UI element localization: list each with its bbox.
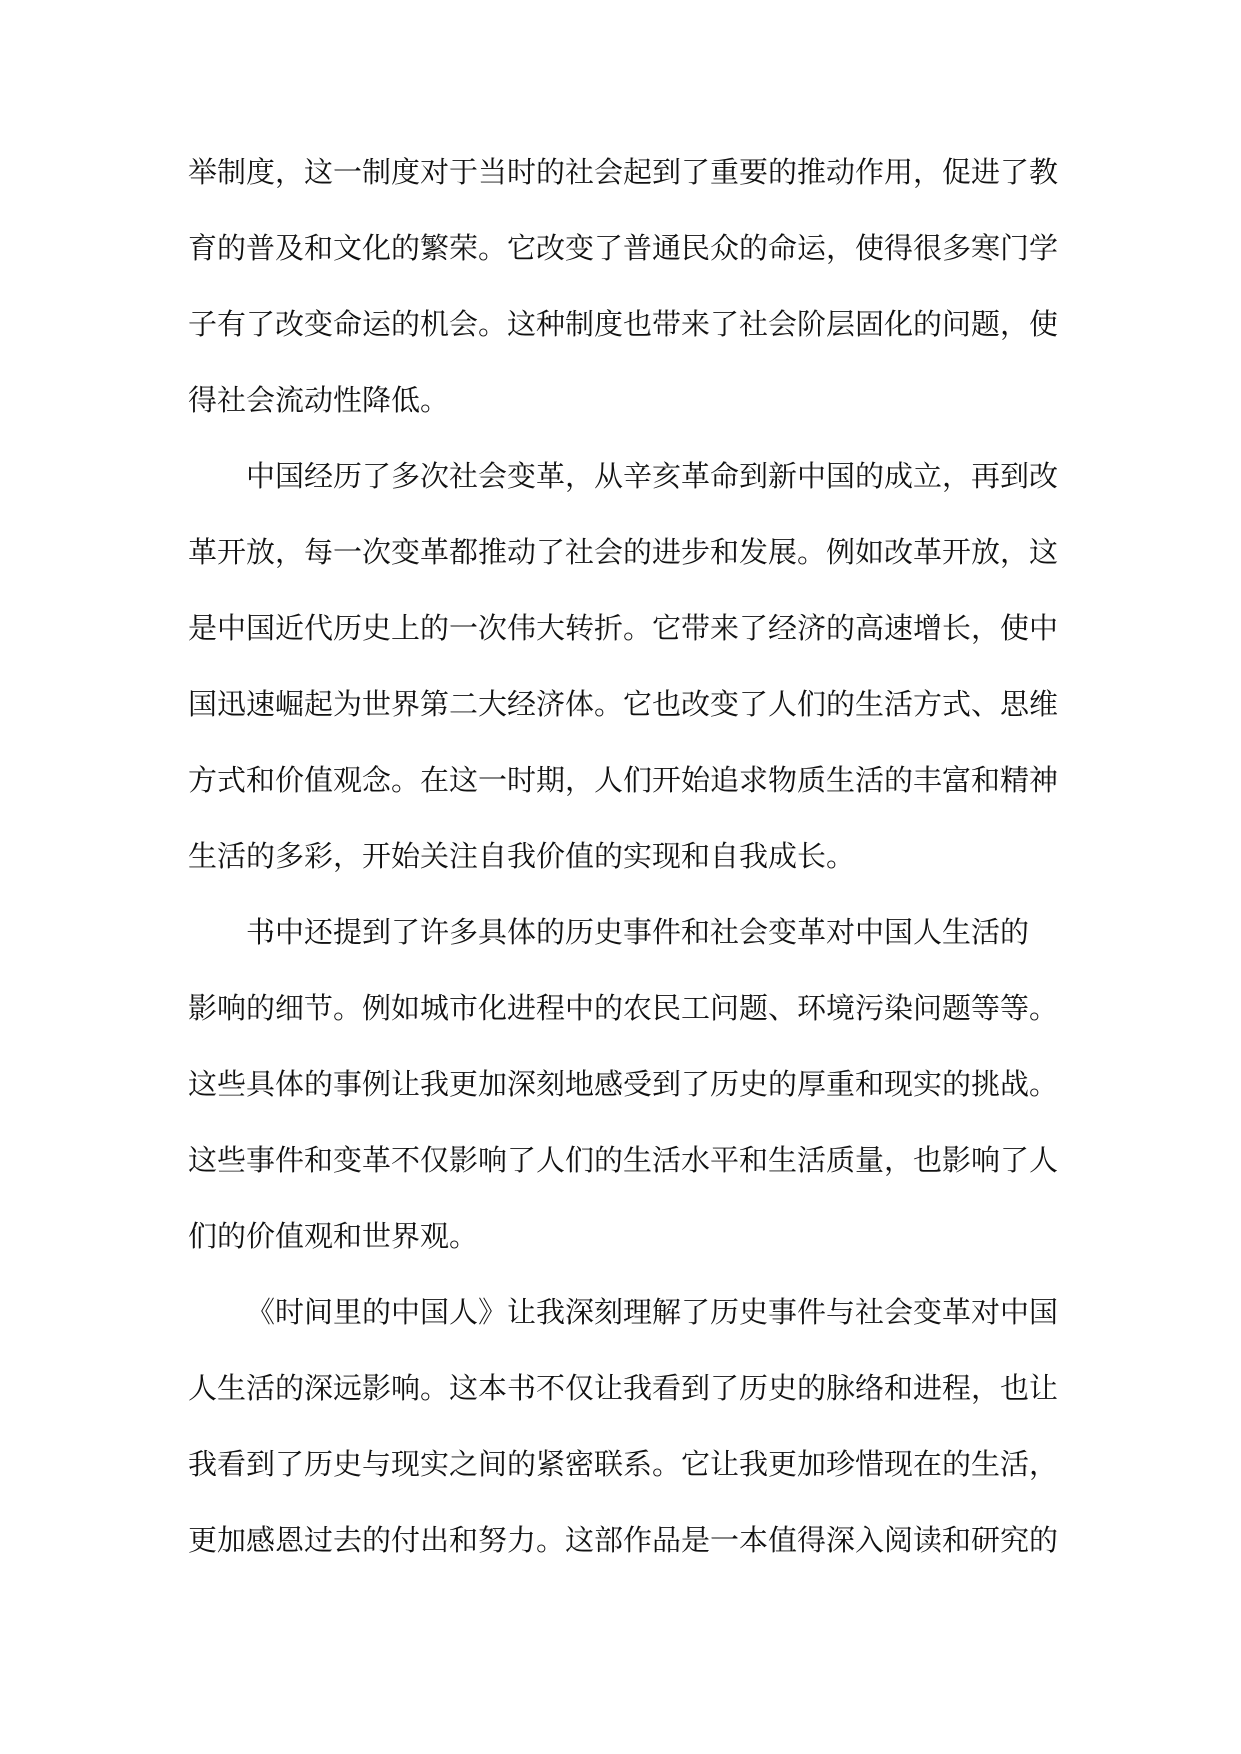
text-line: 是中国近代历史上的一次伟大转折。它带来了经济的高速增长，使中 [188, 611, 1059, 645]
text-line: 举制度，这一制度对于当时的社会起到了重要的推动作用，促进了教 [188, 155, 1059, 189]
text-line: 影响的细节。例如城市化进程中的农民工问题、环境污染问题等等。 [188, 991, 1059, 1025]
text-line: 这些具体的事例让我更加深刻地感受到了历史的厚重和现实的挑战。 [188, 1067, 1059, 1101]
paragraph-first-line: 中国经历了多次社会变革，从辛亥革命到新中国的成立，再到改 [246, 459, 1059, 493]
text-line: 方式和价值观念。在这一时期，人们开始追求物质生活的丰富和精神 [188, 763, 1059, 797]
paragraph-first-line: 《时间里的中国人》让我深刻理解了历史事件与社会变革对中国 [246, 1295, 1059, 1329]
text-line: 得社会流动性降低。 [188, 383, 450, 417]
text-line: 们的价值观和世界观。 [188, 1219, 479, 1253]
paragraph-first-line: 书中还提到了许多具体的历史事件和社会变革对中国人生活的 [246, 915, 1030, 949]
text-line: 人生活的深远影响。这本书不仅让我看到了历史的脉络和进程，也让 [188, 1371, 1059, 1405]
text-line: 这些事件和变革不仅影响了人们的生活水平和生活质量，也影响了人 [188, 1143, 1059, 1177]
text-line: 生活的多彩，开始关注自我价值的实现和自我成长。 [188, 839, 856, 873]
body-text [188, 134, 1068, 1578]
text-line: 我看到了历史与现实之间的紧密联系。它让我更加珍惜现在的生活， [188, 1447, 1059, 1481]
text-line: 子有了改变命运的机会。这种制度也带来了社会阶层固化的问题，使 [188, 307, 1059, 341]
text-line: 国迅速崛起为世界第二大经济体。它也改变了人们的生活方式、思维 [188, 687, 1059, 721]
text-line: 育的普及和文化的繁荣。它改变了普通民众的命运，使得很多寒门学 [188, 231, 1059, 265]
text-line: 更加感恩过去的付出和努力。这部作品是一本值得深入阅读和研究的 [188, 1523, 1059, 1557]
text-line: 革开放，每一次变革都推动了社会的进步和发展。例如改革开放，这 [188, 535, 1059, 569]
